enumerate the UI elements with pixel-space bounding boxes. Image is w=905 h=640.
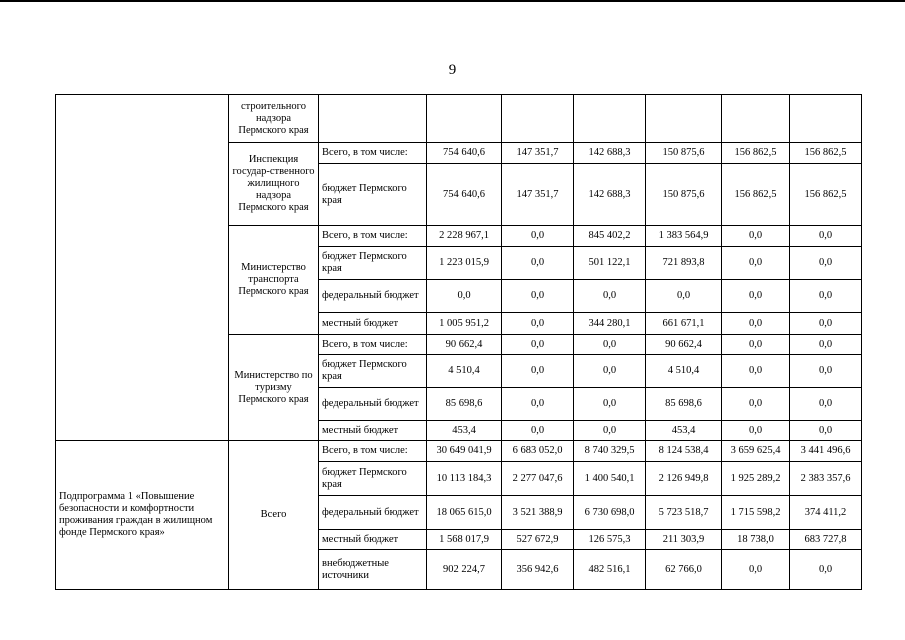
- page-number: 9: [448, 62, 457, 78]
- value-cell: 0,0: [574, 355, 646, 388]
- value-cell: 142 688,3: [574, 164, 646, 226]
- value-cell: 721 893,8: [646, 247, 722, 280]
- value-cell: 0,0: [574, 335, 646, 355]
- value-cell: 5 723 518,7: [646, 496, 722, 530]
- value-cell: 0,0: [722, 388, 790, 421]
- value-cell: 501 122,1: [574, 247, 646, 280]
- value-cell: 85 698,6: [646, 388, 722, 421]
- value-cell: 0,0: [574, 388, 646, 421]
- value-cell: 0,0: [722, 313, 790, 335]
- value-cell: 150 875,6: [646, 164, 722, 226]
- type-cell: Всего, в том числе:: [319, 441, 427, 462]
- value-cell: 1 383 564,9: [646, 226, 722, 247]
- value-cell: 211 303,9: [646, 530, 722, 550]
- value-cell: [722, 95, 790, 143]
- value-cell: 0,0: [790, 226, 862, 247]
- value-cell: 0,0: [502, 226, 574, 247]
- value-cell: 0,0: [722, 335, 790, 355]
- table-row: [56, 441, 862, 462]
- value-cell: 453,4: [646, 421, 722, 441]
- org-cell: Всего: [229, 441, 319, 590]
- value-cell: 754 640,6: [427, 143, 502, 164]
- value-cell: 18 065 615,0: [427, 496, 502, 530]
- value-cell: 142 688,3: [574, 143, 646, 164]
- type-cell: внебюджетные источники: [319, 550, 427, 590]
- value-cell: 344 280,1: [574, 313, 646, 335]
- value-cell: 62 766,0: [646, 550, 722, 590]
- value-cell: 147 351,7: [502, 164, 574, 226]
- value-cell: 0,0: [790, 550, 862, 590]
- org-cell: Инспекция государ-ственного жилищного надзора Пермского края: [229, 143, 319, 226]
- value-cell: 0,0: [502, 421, 574, 441]
- value-cell: 2 383 357,6: [790, 462, 862, 496]
- value-cell: [502, 95, 574, 143]
- value-cell: 754 640,6: [427, 164, 502, 226]
- value-cell: 453,4: [427, 421, 502, 441]
- value-cell: 0,0: [574, 421, 646, 441]
- type-cell: Всего, в том числе:: [319, 143, 427, 164]
- value-cell: 1 005 951,2: [427, 313, 502, 335]
- value-cell: 0,0: [427, 280, 502, 313]
- value-cell: 902 224,7: [427, 550, 502, 590]
- type-cell: Всего, в том числе:: [319, 226, 427, 247]
- type-cell: федеральный бюджет: [319, 280, 427, 313]
- type-cell: Всего, в том числе:: [319, 335, 427, 355]
- value-cell: 0,0: [502, 313, 574, 335]
- value-cell: 1 568 017,9: [427, 530, 502, 550]
- budget-table: [55, 94, 862, 590]
- value-cell: 156 862,5: [790, 143, 862, 164]
- value-cell: 0,0: [722, 226, 790, 247]
- value-cell: 0,0: [790, 335, 862, 355]
- value-cell: 0,0: [790, 388, 862, 421]
- value-cell: 2 126 949,8: [646, 462, 722, 496]
- type-cell: бюджет Пермского края: [319, 164, 427, 226]
- value-cell: 30 649 041,9: [427, 441, 502, 462]
- value-cell: 2 228 967,1: [427, 226, 502, 247]
- value-cell: 18 738,0: [722, 530, 790, 550]
- org-cell: Министерство транспорта Пермского края: [229, 226, 319, 335]
- value-cell: 8 740 329,5: [574, 441, 646, 462]
- value-cell: 0,0: [722, 550, 790, 590]
- value-cell: 0,0: [574, 280, 646, 313]
- value-cell: 0,0: [722, 247, 790, 280]
- value-cell: 1 223 015,9: [427, 247, 502, 280]
- value-cell: 6 683 052,0: [502, 441, 574, 462]
- value-cell: [790, 95, 862, 143]
- value-cell: [427, 95, 502, 143]
- value-cell: 0,0: [790, 313, 862, 335]
- type-cell: местный бюджет: [319, 530, 427, 550]
- value-cell: 4 510,4: [646, 355, 722, 388]
- value-cell: 527 672,9: [502, 530, 574, 550]
- value-cell: 0,0: [790, 247, 862, 280]
- value-cell: 482 516,1: [574, 550, 646, 590]
- value-cell: 0,0: [790, 421, 862, 441]
- type-cell: [319, 95, 427, 143]
- type-cell: местный бюджет: [319, 313, 427, 335]
- value-cell: 2 277 047,6: [502, 462, 574, 496]
- type-cell: федеральный бюджет: [319, 388, 427, 421]
- value-cell: 3 521 388,9: [502, 496, 574, 530]
- value-cell: 1 715 598,2: [722, 496, 790, 530]
- value-cell: [646, 95, 722, 143]
- org-cell: строительного надзора Пермского края: [229, 95, 319, 143]
- value-cell: 10 113 184,3: [427, 462, 502, 496]
- type-cell: местный бюджет: [319, 421, 427, 441]
- value-cell: 1 400 540,1: [574, 462, 646, 496]
- value-cell: 0,0: [646, 280, 722, 313]
- value-cell: 3 659 625,4: [722, 441, 790, 462]
- type-cell: бюджет Пермского края: [319, 462, 427, 496]
- type-cell: бюджет Пермского края: [319, 355, 427, 388]
- value-cell: 356 942,6: [502, 550, 574, 590]
- program-cell-empty: [56, 95, 229, 441]
- value-cell: 126 575,3: [574, 530, 646, 550]
- value-cell: 156 862,5: [722, 143, 790, 164]
- value-cell: 156 862,5: [790, 164, 862, 226]
- value-cell: 0,0: [502, 335, 574, 355]
- value-cell: 0,0: [790, 355, 862, 388]
- value-cell: [574, 95, 646, 143]
- value-cell: 683 727,8: [790, 530, 862, 550]
- org-cell: Министерство по туризму Пермского края: [229, 335, 319, 441]
- value-cell: 0,0: [722, 280, 790, 313]
- value-cell: 0,0: [722, 355, 790, 388]
- value-cell: 156 862,5: [722, 164, 790, 226]
- value-cell: 374 411,2: [790, 496, 862, 530]
- table-row: [56, 95, 862, 143]
- type-cell: бюджет Пермского края: [319, 247, 427, 280]
- value-cell: 0,0: [502, 280, 574, 313]
- value-cell: 3 441 496,6: [790, 441, 862, 462]
- value-cell: 0,0: [790, 280, 862, 313]
- value-cell: 6 730 698,0: [574, 496, 646, 530]
- value-cell: 0,0: [722, 421, 790, 441]
- value-cell: 90 662,4: [646, 335, 722, 355]
- value-cell: 661 671,1: [646, 313, 722, 335]
- value-cell: 0,0: [502, 247, 574, 280]
- value-cell: 8 124 538,4: [646, 441, 722, 462]
- value-cell: 150 875,6: [646, 143, 722, 164]
- value-cell: 4 510,4: [427, 355, 502, 388]
- type-cell: федеральный бюджет: [319, 496, 427, 530]
- value-cell: 90 662,4: [427, 335, 502, 355]
- value-cell: 845 402,2: [574, 226, 646, 247]
- value-cell: 85 698,6: [427, 388, 502, 421]
- value-cell: 0,0: [502, 355, 574, 388]
- value-cell: 147 351,7: [502, 143, 574, 164]
- value-cell: 1 925 289,2: [722, 462, 790, 496]
- value-cell: 0,0: [502, 388, 574, 421]
- subprogram-cell: Подпрограмма 1 «Повышение безопасности и комфортности проживания граждан в жилищном фонде Пермского края»: [56, 441, 229, 590]
- top-rule: [0, 0, 905, 2]
